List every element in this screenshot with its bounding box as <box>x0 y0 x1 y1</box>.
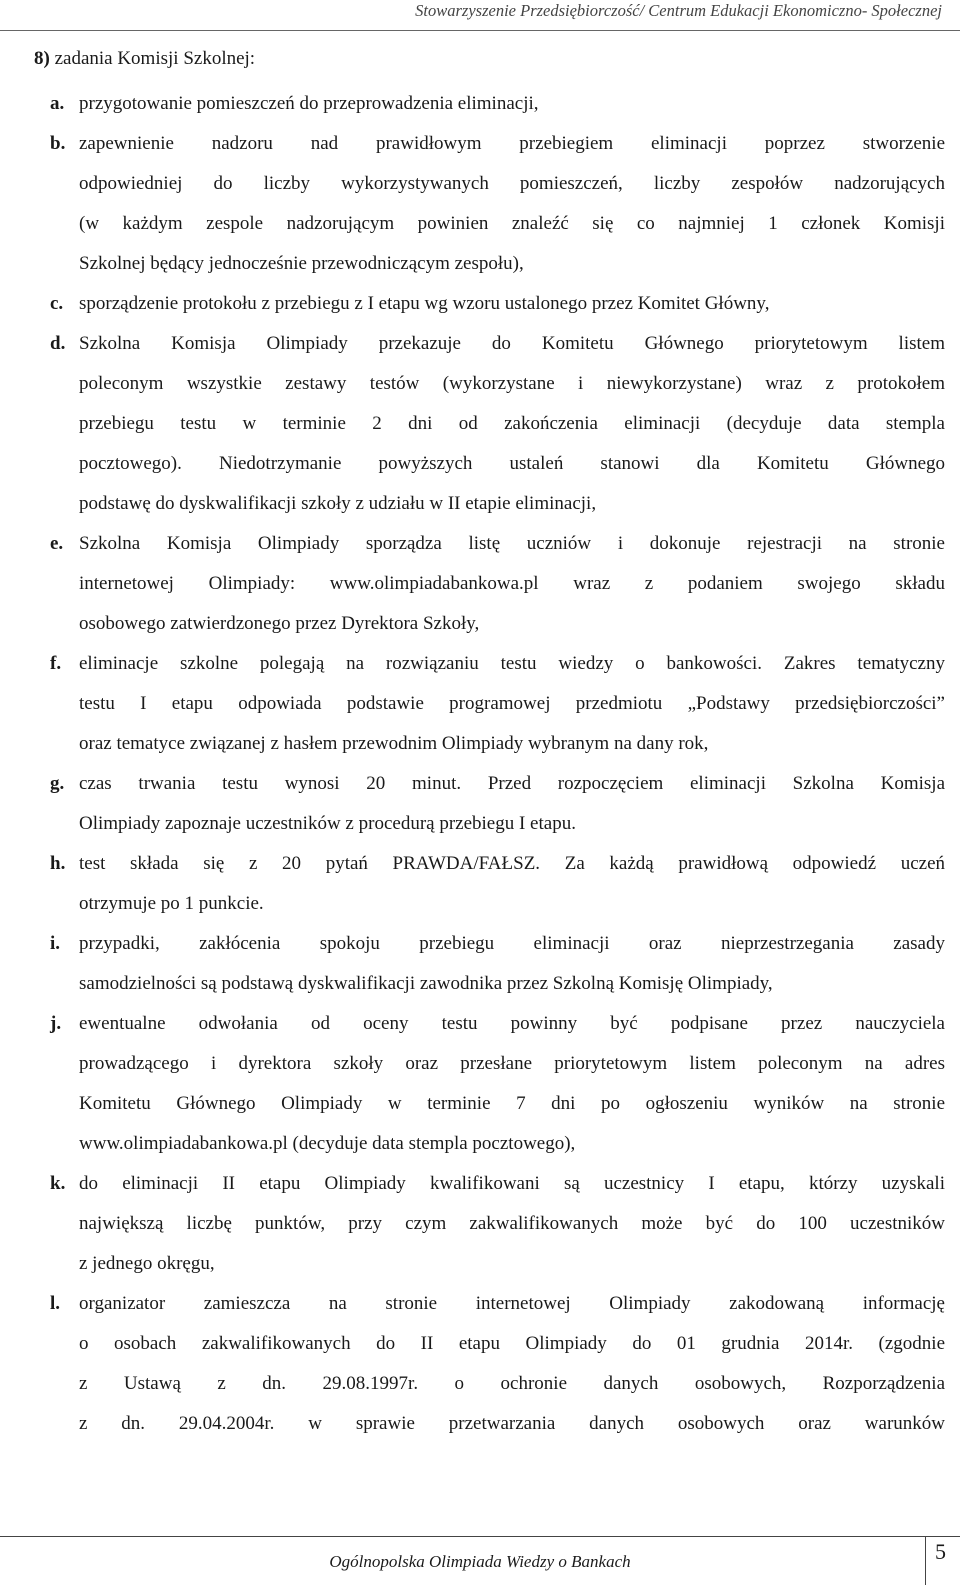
page-footer <box>0 1536 960 1585</box>
list-item <box>50 1164 945 1284</box>
item-text-line: Szkolna Komisja Olimpiady sporządza listę uczniów i dokonuje rejestracji na stronie <box>79 533 945 554</box>
item-text-line: przypadki, zakłócenia spokoju przebiegu eliminacji oraz nieprzestrzegania zasady <box>79 933 945 954</box>
item-text-line: otrzymuje po 1 punkcie. <box>79 893 264 914</box>
item-text-line: przebiegu testu w terminie 2 dni od zakończenia eliminacji (decyduje data stempla <box>79 413 945 434</box>
list-item <box>50 84 945 124</box>
item-letter: h. <box>50 853 66 874</box>
item-text-line: test składa się z 20 pytań PRAWDA/FAŁSZ. Za każdą prawidłową odpowiedź uczeń <box>79 853 945 874</box>
item-text-line: oraz tematyce związanej z hasłem przewodnim Olimpiady wybranym na dany rok, <box>79 733 709 754</box>
item-letter: d. <box>50 333 66 354</box>
item-letter: a. <box>50 93 65 114</box>
list-item <box>50 524 945 644</box>
item-text-line: ewentualne odwołania od oceny testu powinny być podpisane przez nauczyciela <box>79 1013 945 1034</box>
header-text: Stowarzyszenie Przedsiębiorczość/ Centrum Edukacji Ekonomiczno- Społecznej <box>415 1 942 20</box>
item-text-line: eliminacje szkolne polegają na rozwiązaniu testu wiedzy o bankowości. Zakres tematyczny <box>79 653 945 674</box>
section-number: 8) <box>34 48 50 69</box>
item-text-line: o osobach zakwalifikowanych do II etapu Olimpiady do 01 grudnia 2014r. (zgodnie <box>79 1333 945 1354</box>
item-letter: b. <box>50 133 66 154</box>
list-item <box>50 124 945 284</box>
item-text-line: Komitetu Głównego Olimpiady w terminie 7 dni po ogłoszeniu wyników na stronie <box>79 1093 945 1114</box>
footer-title: Ogólnopolska Olimpiada Wiedzy o Bankach <box>329 1552 631 1571</box>
item-text-line: (w każdym zespole nadzorującym powinien znaleźć się co najmniej 1 członek Komisji <box>79 213 945 234</box>
item-text-line: poleconym wszystkie zestawy testów (wykorzystane i niewykorzystane) wraz z protokołem <box>79 373 945 394</box>
item-text-line: sporządzenie protokołu z przebiegu z I etapu wg wzoru ustalonego przez Komitet Główny, <box>79 293 770 314</box>
list-item <box>50 644 945 764</box>
item-text-line: czas trwania testu wynosi 20 minut. Przed rozpoczęciem eliminacji Szkolna Komisja <box>79 773 945 794</box>
item-text-line: do eliminacji II etapu Olimpiady kwalifikowani są uczestnicy I etapu, którzy uzyskali <box>79 1173 945 1194</box>
item-text-line: pocztowego). Niedotrzymanie powyższych ustaleń stanowi dla Komitetu Głównego <box>79 453 945 474</box>
item-letter: l. <box>50 1293 61 1314</box>
list-item <box>50 324 945 524</box>
section-heading <box>34 44 255 74</box>
item-text-line: z jednego okręgu, <box>79 1253 215 1274</box>
item-text-line: prowadzącego i dyrektora szkoły oraz przesłane priorytetowym listem poleconym na adres <box>79 1053 945 1074</box>
page-number: 5 <box>935 1539 946 1564</box>
list-item <box>50 764 945 844</box>
item-text-line: z Ustawą z dn. 29.08.1997r. o ochronie danych osobowych, Rozporządzenia <box>79 1373 945 1394</box>
item-letter: e. <box>50 533 64 554</box>
item-text-line: osobowego zatwierdzonego przez Dyrektora Szkoły, <box>79 613 480 634</box>
item-text-line: odpowiedniej do liczby wykorzystywanych pomieszczeń, liczby zespołów nadzorujących <box>79 173 945 194</box>
item-letter: k. <box>50 1173 66 1194</box>
item-letter: f. <box>50 653 62 674</box>
footer-divider <box>925 1537 926 1585</box>
section-title: zadania Komisji Szkolnej: <box>54 48 256 69</box>
item-letter: g. <box>50 773 65 794</box>
list-item <box>50 924 945 1004</box>
item-text-line: największą liczbę punktów, przy czym zakwalifikowanych może być do 100 uczestników <box>79 1213 945 1234</box>
item-letter: i. <box>50 933 61 954</box>
list-item <box>50 1004 945 1164</box>
item-text-line: Szkolnej będący jednocześnie przewodniczącym zespołu), <box>79 253 524 274</box>
item-text-line: przygotowanie pomieszczeń do przeprowadzenia eliminacji, <box>79 93 539 114</box>
item-text-line: Szkolna Komisja Olimpiady przekazuje do Komitetu Głównego priorytetowym listem <box>79 333 945 354</box>
item-text-line: organizator zamieszcza na stronie internetowej Olimpiady zakodowaną informację <box>79 1293 945 1314</box>
list-item <box>50 284 945 324</box>
item-text-line: www.olimpiadabankowa.pl (decyduje data stempla pocztowego), <box>79 1133 576 1154</box>
item-text-line: z dn. 29.04.2004r. w sprawie przetwarzania danych osobowych oraz warunków <box>79 1413 945 1434</box>
item-text-line: internetowej Olimpiady: www.olimpiadabankowa.pl wraz z podaniem swojego składu <box>79 573 945 594</box>
item-text-line: podstawę do dyskwalifikacji szkoły z udziału w II etapie eliminacji, <box>79 493 597 514</box>
item-letter: c. <box>50 293 64 314</box>
item-text-line: zapewnienie nadzoru nad prawidłowym przebiegiem eliminacji poprzez stworzenie <box>79 133 945 154</box>
list-item <box>50 1284 945 1444</box>
item-text-line: Olimpiady zapoznaje uczestników z procedurą przebiegu I etapu. <box>79 813 576 834</box>
item-letter: j. <box>50 1013 62 1034</box>
list-item <box>50 844 945 924</box>
item-text-line: samodzielności są podstawą dyskwalifikacji zawodnika przez Szkolną Komisję Olimpiady, <box>79 973 773 994</box>
page-header <box>0 0 960 31</box>
item-text-line: testu I etapu odpowiada podstawie programowej przedmiotu „Podstawy przedsiębiorczości” <box>79 693 945 714</box>
